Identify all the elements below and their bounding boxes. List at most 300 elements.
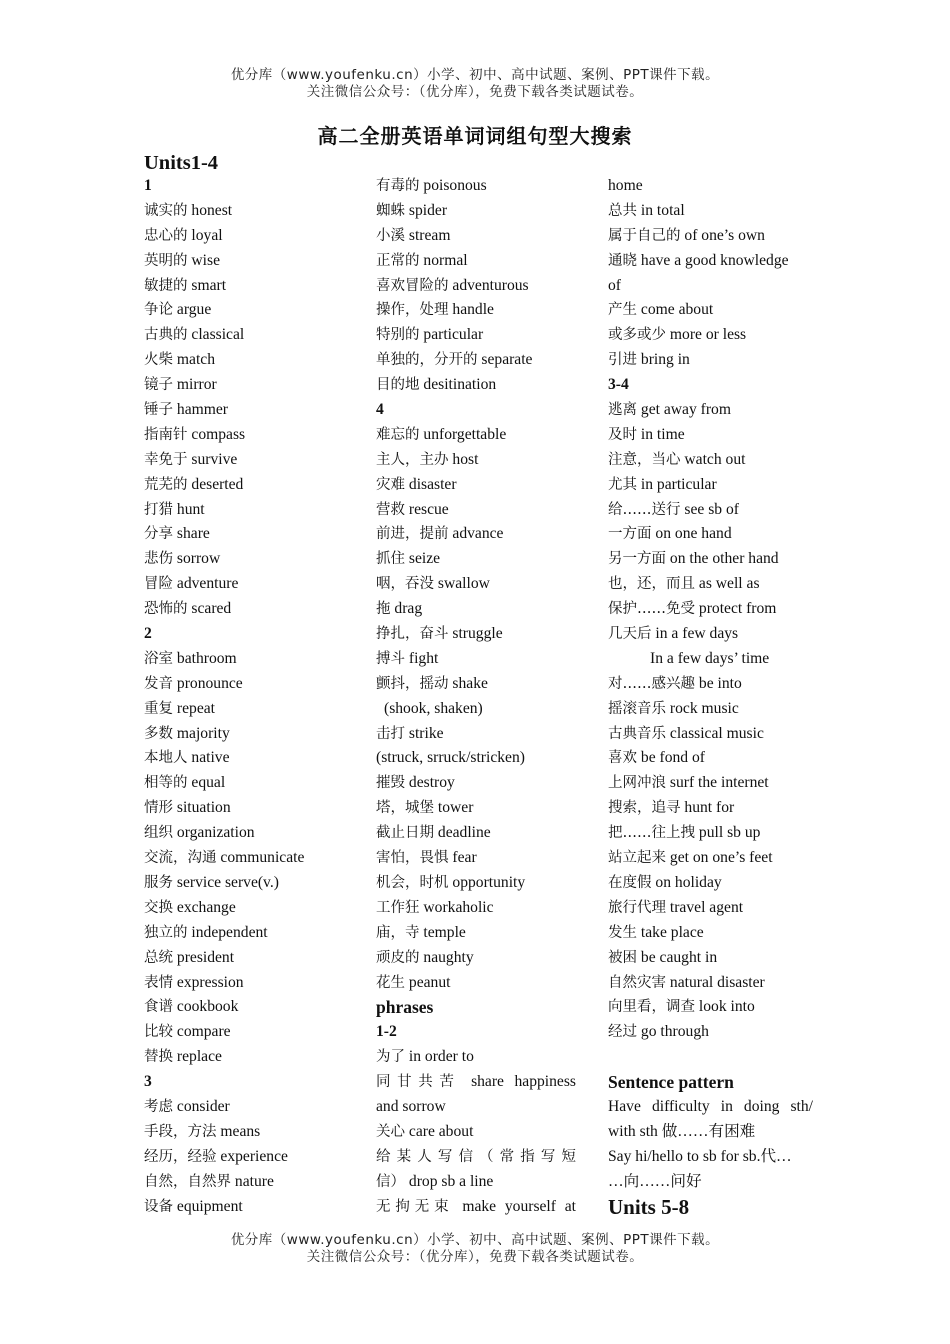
english-term: strike (408, 724, 444, 742)
section-heading: 1 (144, 177, 152, 194)
vocab-entry (376, 174, 576, 199)
vocab-entry (608, 348, 813, 373)
chinese-term: 火柴 (144, 352, 173, 369)
chinese-term: 争论 (144, 302, 173, 319)
vocab-entry (376, 896, 576, 921)
english-term: workaholic (423, 898, 494, 916)
section-heading: 2 (144, 625, 152, 643)
vocab-entry (144, 1195, 359, 1220)
chinese-term: 情形 (144, 800, 173, 817)
vocab-entry (376, 498, 576, 523)
chinese-term: 分享 (144, 526, 173, 543)
chinese-term: 保护……免受 (608, 601, 695, 618)
vocab-entry (608, 448, 813, 473)
vocab-entry (376, 572, 576, 597)
vocab-entry (608, 572, 813, 597)
vocab-entry (144, 498, 359, 523)
chinese-term: 恐怖的 (144, 601, 188, 618)
english-term: means (220, 1122, 261, 1140)
vocab-entry (376, 323, 576, 348)
vocab-entry (376, 1045, 576, 1070)
chinese-term: 目的地 (376, 377, 420, 394)
chinese-term: 镜子 (144, 377, 173, 394)
vocab-entry (144, 522, 359, 547)
chinese-term: 被困 (608, 949, 637, 966)
vocab-entry (144, 995, 359, 1020)
chinese-term: 截止日期 (376, 825, 434, 842)
chinese-term: 交流，沟通 (144, 850, 217, 867)
english-term: share happiness (471, 1073, 576, 1091)
english-term: experience (220, 1147, 288, 1165)
chinese-term: 害怕，畏惧 (376, 850, 449, 867)
english-term: stream (408, 226, 451, 244)
english-term: desitination (423, 376, 497, 394)
english-term: destroy (408, 774, 455, 792)
chinese-term: 经历，经验 (144, 1148, 217, 1165)
chinese-term: 也，还，而且 (608, 576, 695, 593)
chinese-term: 主人，主办 (376, 451, 449, 468)
chinese-term: 总统 (144, 949, 173, 966)
english-term: care about (408, 1122, 474, 1140)
chinese-term: 摧毁 (376, 775, 405, 792)
chinese-term: 发音 (144, 675, 173, 692)
chinese-term: 通晓 (608, 252, 637, 269)
vocab-entry (144, 1120, 359, 1145)
english-term: hunt (176, 500, 205, 518)
chinese-term: 本地人 (144, 750, 188, 767)
vocab-entry (144, 647, 359, 672)
chinese-term: 上网冲浪 (608, 775, 666, 792)
vocab-entry (376, 1195, 576, 1220)
chinese-term: 前进，提前 (376, 526, 449, 543)
english-term: expression (176, 973, 244, 991)
text-line: …向……问好 (608, 1172, 702, 1190)
english-term: loyal (191, 226, 223, 244)
vocab-entry (376, 199, 576, 224)
chinese-term: 营救 (376, 501, 405, 518)
header-line-2: 关注微信公众号：（优分库），免费下载各类试题试卷。 (306, 84, 644, 100)
vocab-entry (144, 597, 359, 622)
chinese-term: 在度假 (608, 874, 652, 891)
vocab-entry (376, 871, 576, 896)
english-term: exchange (176, 898, 236, 916)
english-term: struggle (452, 625, 503, 643)
chinese-term: 尤其 (608, 476, 637, 493)
chinese-term: 敏捷的 (144, 277, 188, 294)
chinese-term: 摇滚音乐 (608, 700, 666, 717)
english-term: come about (640, 301, 714, 319)
english-term: pull sb up (698, 824, 761, 842)
english-term: honest (191, 201, 233, 219)
english-term: unforgettable (423, 425, 507, 443)
vocab-entry (144, 871, 359, 896)
vocab-entry (144, 199, 359, 224)
text-line: (shook, shaken) (384, 699, 483, 717)
english-term: normal (423, 251, 468, 269)
vocab-entry (376, 946, 576, 971)
english-term: situation (176, 799, 231, 817)
chinese-term: 灾难 (376, 476, 405, 493)
vocab-entry (144, 771, 359, 796)
vocab-entry (608, 796, 813, 821)
chinese-term: 颤抖，摇动 (376, 675, 449, 692)
chinese-term: 组织 (144, 825, 173, 842)
english-term: on holiday (655, 873, 722, 891)
vocab-entry (608, 597, 813, 622)
vocab-entry (144, 672, 359, 697)
vocab-entry (376, 647, 576, 672)
chinese-term: 站立起来 (608, 850, 666, 867)
english-term: in total (640, 201, 685, 219)
chinese-term: 信） (376, 1173, 405, 1190)
english-term: equal (191, 774, 226, 792)
english-term: peanut (408, 973, 451, 991)
chinese-term: 把……往上拽 (608, 825, 695, 842)
chinese-term: 难忘的 (376, 426, 420, 443)
text-line: Have difficulty in doing sth/ (608, 1097, 813, 1115)
english-term: match (176, 351, 216, 369)
english-term: as well as (698, 575, 760, 593)
vocab-entry (376, 448, 576, 473)
english-term: separate (481, 351, 533, 369)
english-term: naughty (423, 948, 474, 966)
english-term: be caught in (640, 948, 718, 966)
chinese-term: 无拘无束 (376, 1198, 454, 1215)
chinese-term: 自然灾害 (608, 974, 666, 991)
chinese-term: 旅行代理 (608, 899, 666, 916)
vocab-entry (376, 597, 576, 622)
chinese-term: 塔，城堡 (376, 800, 434, 817)
english-term: hunt for (684, 799, 735, 817)
vocab-entry (608, 821, 813, 846)
vocab-entry (144, 249, 359, 274)
chinese-term: 表情 (144, 974, 173, 991)
chinese-term: 有毒的 (376, 178, 420, 194)
vocab-entry (376, 373, 576, 398)
vocab-entry (608, 1020, 813, 1045)
english-term: pronounce (176, 674, 243, 692)
chinese-term: 给某人写信（常指写短 (376, 1148, 576, 1165)
vocab-entry (376, 821, 576, 846)
vocab-entry (144, 846, 359, 871)
vocab-entry (608, 423, 813, 448)
chinese-term: 挣扎，奋斗 (376, 626, 449, 643)
vocab-entry (376, 1145, 576, 1170)
english-term: adventurous (452, 276, 529, 294)
chinese-term: 搏斗 (376, 650, 405, 667)
vocab-entry (376, 1070, 576, 1095)
english-term: adventure (176, 575, 239, 593)
chinese-term: 产生 (608, 302, 637, 319)
text-line: and sorrow (376, 1097, 446, 1115)
chinese-term: 搜索，追寻 (608, 800, 681, 817)
chinese-term: 庙，寺 (376, 924, 420, 941)
english-term: replace (176, 1048, 222, 1066)
english-term: tower (437, 799, 474, 817)
chinese-term: 自然，自然界 (144, 1173, 231, 1190)
english-term: fear (452, 849, 477, 867)
vocab-entry (608, 995, 813, 1020)
vocab-entry (608, 473, 813, 498)
chinese-term: 咽，吞没 (376, 576, 434, 593)
chinese-term: 忠心的 (144, 227, 188, 244)
chinese-term: 独立的 (144, 924, 188, 941)
english-term: bring in (640, 351, 690, 369)
document-title: 高二全册英语单词词组句型大搜索 (317, 124, 633, 148)
english-term: on one hand (655, 525, 732, 543)
english-term: handle (452, 301, 494, 319)
english-term: get on one’s feet (669, 849, 773, 867)
vocab-entry (144, 473, 359, 498)
english-term: bathroom (176, 649, 237, 667)
english-term: host (452, 450, 479, 468)
chinese-term: 幸免于 (144, 451, 188, 468)
chinese-term: 关心 (376, 1123, 405, 1140)
english-term: hammer (176, 401, 228, 419)
english-term: communicate (220, 849, 305, 867)
vocab-entry (608, 498, 813, 523)
english-term: compass (191, 425, 246, 443)
chinese-term: 为了 (376, 1049, 405, 1066)
vocab-column-2 (376, 174, 576, 1219)
vocab-entry (376, 971, 576, 996)
english-term: on the other hand (669, 550, 779, 568)
english-term: in time (640, 425, 685, 443)
english-term: president (176, 948, 235, 966)
vocab-entry (376, 1170, 576, 1195)
chinese-term: 考虑 (144, 1098, 173, 1115)
chinese-term: 正常的 (376, 252, 420, 269)
vocab-entry (608, 896, 813, 921)
english-term: majority (176, 724, 230, 742)
english-term: repeat (176, 699, 215, 717)
english-term: in order to (408, 1048, 474, 1066)
vocab-entry (376, 348, 576, 373)
chinese-term: 花生 (376, 974, 405, 991)
english-term: rock music (669, 699, 739, 717)
vocab-column-1 (144, 174, 359, 1219)
text-line: of (608, 276, 621, 294)
chinese-term: 及时 (608, 426, 637, 443)
chinese-term: 操作，处理 (376, 302, 449, 319)
english-term: particular (423, 326, 484, 344)
english-term: advance (452, 525, 504, 543)
vocab-entry (144, 448, 359, 473)
vocab-entry (608, 622, 813, 647)
chinese-term: 总共 (608, 202, 637, 219)
vocab-entry (144, 398, 359, 423)
vocab-entry (376, 249, 576, 274)
english-term: in a few days (655, 625, 739, 643)
vocab-entry (144, 1095, 359, 1120)
vocab-entry (376, 1120, 576, 1145)
vocab-entry (144, 697, 359, 722)
footer-line-1: 优分库（www.youfenku.cn）小学、初中、高中试题、案例、PPT课件下载。 (230, 1232, 720, 1248)
chinese-term: 古典音乐 (608, 725, 666, 742)
chinese-term: 小溪 (376, 227, 405, 244)
english-term: compare (176, 1023, 231, 1041)
english-term: equipment (176, 1197, 243, 1215)
vocab-entry (144, 1145, 359, 1170)
chinese-term: 喜欢 (608, 750, 637, 767)
vocab-entry (144, 348, 359, 373)
vocab-entry (144, 373, 359, 398)
vocab-entry (608, 522, 813, 547)
chinese-term: 英明的 (144, 252, 188, 269)
chinese-term: 设备 (144, 1198, 173, 1215)
vocab-entry (608, 746, 813, 771)
vocab-entry (376, 423, 576, 448)
vocab-entry (144, 298, 359, 323)
section-heading: Sentence pattern (608, 1072, 734, 1093)
vocab-entry (376, 722, 576, 747)
text-line: home (608, 177, 643, 194)
section-heading: phrases (376, 997, 434, 1018)
vocab-entry (608, 697, 813, 722)
english-term: seize (408, 550, 441, 568)
english-term: nature (234, 1172, 274, 1190)
vocab-entry (144, 1170, 359, 1195)
english-term: disaster (408, 475, 457, 493)
chinese-term: 发生 (608, 924, 637, 941)
text-line (608, 1045, 813, 1070)
section-heading: 3-4 (608, 376, 629, 394)
header-line-1: 优分库（www.youfenku.cn）小学、初中、高中试题、案例、PPT课件下载。 (230, 67, 720, 83)
chinese-term: 给……送行 (608, 501, 681, 518)
chinese-term: 几天后 (608, 626, 652, 643)
english-term: protect from (698, 600, 777, 618)
vocab-entry (608, 771, 813, 796)
chinese-term: 单独的，分开的 (376, 352, 478, 369)
vocab-entry (608, 846, 813, 871)
vocab-entry (144, 722, 359, 747)
vocab-entry (376, 771, 576, 796)
chinese-term: 相等的 (144, 775, 188, 792)
chinese-term: 另一方面 (608, 551, 666, 568)
english-term: take place (640, 923, 704, 941)
chinese-term: 比较 (144, 1024, 173, 1041)
chinese-term: 食谱 (144, 999, 173, 1016)
chinese-term: 抓住 (376, 551, 405, 568)
chinese-term: 对……感兴趣 (608, 675, 695, 692)
text-line: In a few days’ time (650, 649, 770, 667)
chinese-term: 同甘共苦 (376, 1074, 461, 1091)
vocab-entry (376, 921, 576, 946)
english-term: rescue (408, 500, 449, 518)
section-heading: Units 5-8 (608, 1194, 690, 1219)
english-term: travel agent (669, 898, 744, 916)
english-term: classical (191, 326, 245, 344)
vocab-entry (144, 423, 359, 448)
section-heading: 1-2 (376, 1023, 397, 1041)
chinese-term: 打猎 (144, 501, 173, 518)
english-term: in particular (640, 475, 717, 493)
chinese-term: 替换 (144, 1049, 173, 1066)
english-term: argue (176, 301, 212, 319)
vocab-entry (376, 274, 576, 299)
chinese-term: 一方面 (608, 526, 652, 543)
english-term: share (176, 525, 210, 543)
vocab-entry (144, 896, 359, 921)
english-term: classical music (669, 724, 764, 742)
english-term: get away from (640, 401, 731, 419)
vocab-entry (608, 921, 813, 946)
chinese-term: 特别的 (376, 327, 420, 344)
vocab-entry (144, 224, 359, 249)
units-heading: Units1-4 (144, 152, 219, 174)
vocab-entry (144, 971, 359, 996)
vocab-entry (376, 672, 576, 697)
section-heading: 3 (144, 1073, 152, 1091)
vocab-entry (608, 249, 813, 274)
english-term: look into (698, 998, 755, 1016)
vocab-entry (144, 572, 359, 597)
chinese-term: 击打 (376, 725, 405, 742)
english-term: drag (394, 600, 423, 618)
chinese-term: 逃离 (608, 402, 637, 419)
chinese-term: 冒险 (144, 576, 173, 593)
vocab-entry (144, 946, 359, 971)
vocab-entry (376, 622, 576, 647)
vocab-entry (144, 547, 359, 572)
vocab-entry (376, 547, 576, 572)
chinese-term: 诚实的 (144, 202, 188, 219)
english-term: consider (176, 1097, 230, 1115)
vocab-entry (144, 921, 359, 946)
english-term: opportunity (452, 873, 526, 891)
english-term: watch out (684, 450, 746, 468)
english-term: poisonous (423, 177, 487, 194)
chinese-term: 服务 (144, 874, 173, 891)
vocab-entry (376, 473, 576, 498)
chinese-term: 向里看，调查 (608, 999, 695, 1016)
text-line: Say hi/hello to sb for sb.代… (608, 1147, 792, 1165)
english-term: sorrow (176, 550, 221, 568)
vocab-entry (376, 224, 576, 249)
english-term: smart (191, 276, 227, 294)
chinese-term: 机会，时机 (376, 874, 449, 891)
vocab-entry (608, 871, 813, 896)
chinese-term: 锤子 (144, 402, 173, 419)
vocab-entry (144, 821, 359, 846)
english-term: see sb of (684, 500, 739, 518)
english-term: swallow (437, 575, 490, 593)
english-term: mirror (176, 376, 217, 394)
english-term: more or less (669, 326, 747, 344)
english-term: temple (423, 923, 466, 941)
vocab-entry (608, 672, 813, 697)
chinese-term: 手段，方法 (144, 1123, 217, 1140)
chinese-term: 古典的 (144, 327, 188, 344)
english-term: native (191, 749, 230, 767)
english-term: of one’s own (684, 226, 765, 244)
english-term: fight (408, 649, 439, 667)
chinese-term: 浴室 (144, 650, 173, 667)
chinese-term: 重复 (144, 700, 173, 717)
english-term: service serve(v.) (176, 873, 279, 891)
chinese-term: 经过 (608, 1024, 637, 1041)
vocab-entry (608, 323, 813, 348)
section-heading: 4 (376, 401, 384, 419)
vocab-entry (144, 274, 359, 299)
english-term: go through (640, 1023, 709, 1041)
english-term: organization (176, 824, 255, 842)
chinese-term: 荒芜的 (144, 476, 188, 493)
english-term: wise (191, 251, 220, 269)
english-term: deadline (437, 824, 491, 842)
chinese-term: 拖 (376, 601, 391, 618)
chinese-term: 指南针 (144, 426, 188, 443)
